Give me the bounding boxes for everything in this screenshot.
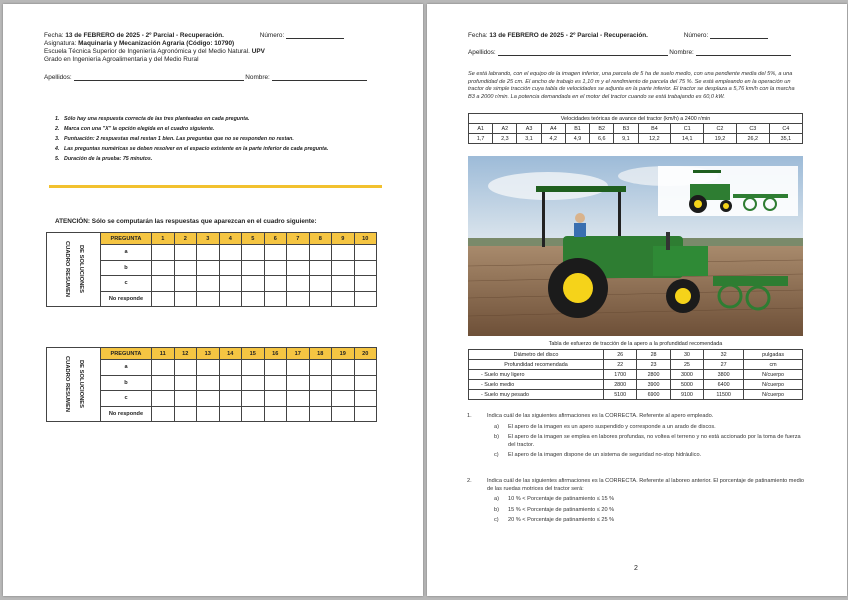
speed-table	[468, 113, 803, 144]
date-line	[44, 32, 344, 39]
answer-row-none: No responde	[47, 406, 377, 422]
table-side-label: CUADRO RESUMEN DE SOLUCIONES	[47, 233, 101, 307]
problem-statement: Se está labrando, con el equipo de la imagen inferior, una parcela de 5 ha de suelo medio, con una pendiente media del 5%, a una profundidad de 25 cm. El ancho de trabajo es 1,10 m y el rendimiento de parcela del 75 %. Se está empleando en la operación un tractor de simple tracción cuya tabla de velocidades se adjunta en la parte inferior. El tractor se desplaza a 5,76 km/h con la marcha B3 a 2000 r/min. La potencia demandada en el motor del tractor cuando se está trabajando es 60,0 kW.	[468, 71, 795, 100]
answer-row-c: c	[47, 276, 377, 292]
option-b: b) 15 % < Porcentaje de patinamiento ≤ 20 %	[494, 506, 615, 513]
subject-value: Maquinaria y Mecanización Agraria (Código: 10790)	[78, 40, 235, 47]
question-number: 11	[152, 348, 175, 360]
date-label: Fecha:	[44, 32, 64, 39]
answer-row-c: c	[47, 391, 377, 407]
number-field[interactable]	[286, 32, 344, 39]
school-line	[44, 48, 265, 55]
tractor-illustration	[468, 156, 803, 336]
table-row: Profundidad recomendada 22 23 25 27 cm	[469, 360, 803, 370]
question-number: 14	[219, 348, 242, 360]
yellow-divider	[49, 185, 382, 188]
surname-field[interactable]	[74, 74, 244, 81]
gear-row: A1 A2 A3 A4 B1 B2 B3 B4 C1 C2 C3 C4	[469, 124, 803, 134]
question-number: 15	[242, 348, 265, 360]
effort-table	[468, 349, 803, 400]
question-number: 19	[332, 348, 355, 360]
answer-row-a: a	[47, 245, 377, 261]
surname-label: Apellidos:	[44, 74, 72, 81]
date-value: 13 de FEBRERO de 2025 - 2º Parcial - Recuperación.	[65, 32, 224, 39]
surname-field[interactable]	[498, 49, 668, 56]
question-1: 1. Indica cuál de las siguientes afirmaciones es la CORRECTA. Referente al apero empleado. a) El apero de la imagen es un apero suspendido y corresponde a un arado de discos. b) El apero de la imagen se emplea en labores profundas, no voltea el terreno y no está accionado por la toma de fuerza del tractor. c) El apero de la imagen dispone de un sistema de seguridad no-stop hidráulico.	[467, 413, 805, 460]
exam-page-1	[3, 4, 423, 596]
instruction-item: 5. Duración de la prueba: 75 minutos.	[55, 156, 153, 162]
number-label: Número:	[259, 32, 285, 39]
name-field[interactable]	[272, 74, 367, 81]
subject-line	[44, 40, 234, 47]
subject-label: Asignatura:	[44, 40, 77, 47]
question-number: 16	[264, 348, 287, 360]
school-upv: UPV	[251, 48, 265, 55]
question-number: 12	[174, 348, 197, 360]
name-line	[44, 74, 367, 81]
table-row: - Suelo muy ligero 1700 2800 3000 3800 N/cuerpo	[469, 370, 803, 380]
answer-row-b: b	[47, 375, 377, 391]
date-line	[468, 32, 768, 39]
exam-page-2	[427, 4, 847, 596]
table-row: - Suelo medio 2800 3900 5000 6400 N/cuerpo	[469, 380, 803, 390]
instruction-item: 1. Sólo hay una respuesta correcta de las tres planteadas en cada pregunta.	[55, 116, 250, 122]
degree-line: Grado en Ingeniería Agroalimentaria y del Medio Rural	[44, 56, 199, 63]
date-value: 13 de FEBRERO de 2025 - 2º Parcial - Recuperación.	[489, 32, 648, 39]
pregunta-header: PREGUNTA	[101, 233, 152, 245]
date-label: Fecha:	[468, 32, 488, 39]
question-number: 17	[287, 348, 310, 360]
option-c: c) El apero de la imagen dispone de un sistema de seguridad no-stop hidráulico.	[494, 452, 702, 459]
number-field[interactable]	[710, 32, 768, 39]
question-number: 8	[309, 233, 332, 245]
instruction-item: 4. Las preguntas numéricas se deben resolver en el espacio existente en la parte inferior de cada pregunta.	[55, 146, 329, 152]
question-number: 5	[242, 233, 265, 245]
answer-row-a: a	[47, 360, 377, 376]
option-b: b) El apero de la imagen se emplea en labores profundas, no voltea el terreno y no está accionado por la toma de fuerza del tractor.	[494, 434, 801, 448]
speed-row: 1,7 2,3 3,1 4,2 4,9 6,6 9,1 12,2 14,1 19,2 26,2 35,1	[469, 134, 803, 144]
question-number: 9	[332, 233, 355, 245]
question-2: 2. Indica cuál de las siguientes afirmaciones es la CORRECTA. Referente al laboreo anterior. El porcentaje de patinamiento medio de las ruedas motrices del tractor será: a) 10 % < Porcentaje de patinamiento ≤ 15 % b) 15 % < Porcentaje de patinamiento ≤ 20 % c) 20 % < Porcentaje de patinamiento ≤ 25 %	[467, 478, 805, 524]
name-field[interactable]	[696, 49, 791, 56]
table-side-label: CUADRO RESUMEN DE SOLUCIONES	[47, 348, 101, 422]
answer-row-none: No responde	[47, 291, 377, 307]
name-label: Nombre:	[669, 49, 694, 56]
table-row: - Suelo muy pesado 5100 6900 9100 11500 N/cuerpo	[469, 390, 803, 400]
instruction-item: 3. Puntuación: 2 respuestas mal restan 1 bien. Las preguntas que no se responden no restan.	[55, 136, 294, 142]
name-line	[468, 49, 791, 56]
question-number: 18	[309, 348, 332, 360]
question-number: 1	[152, 233, 175, 245]
attention-note: ATENCIÓN: Sólo se computarán las respuestas que aparezcan en el cuadro siguiente:	[55, 218, 317, 225]
question-number: 3	[197, 233, 220, 245]
instruction-item: 2. Marca con una "X" la opción elegida en el cuadro siguiente.	[55, 126, 215, 132]
answer-table-1	[46, 232, 377, 307]
question-number: 6	[264, 233, 287, 245]
question-number: 10	[354, 233, 377, 245]
page-number: 2	[634, 565, 638, 572]
name-label: Nombre:	[245, 74, 270, 81]
question-number: 4	[219, 233, 242, 245]
question-number: 2	[174, 233, 197, 245]
instructions-list	[55, 116, 375, 166]
pregunta-header: PREGUNTA	[101, 348, 152, 360]
question-number: 13	[197, 348, 220, 360]
surname-label: Apellidos:	[468, 49, 496, 56]
option-c: c) 20 % < Porcentaje de patinamiento ≤ 25 %	[494, 517, 615, 524]
option-a: a) 10 % < Porcentaje de patinamiento ≤ 15 %	[494, 496, 615, 503]
tractor-photo	[468, 156, 803, 336]
answer-table-2	[46, 347, 377, 422]
question-number: 7	[287, 233, 310, 245]
option-a: a) El apero de la imagen es un apero suspendido y corresponde a un arado de discos.	[494, 423, 716, 430]
answer-row-b: b	[47, 260, 377, 276]
question-number: 20	[354, 348, 377, 360]
school-name: Escuela Técnica Superior de Ingeniería Agronómica y del Medio Natural.	[44, 48, 250, 55]
effort-table-title: Tabla de esfuerzo de tracción de la apero a la profundidad recomendada	[548, 341, 723, 347]
table-row: Diámetro del disco 26 28 30 32 pulgadas	[469, 350, 803, 360]
speed-table-title: Velocidades teóricas de avance del tractor (km/h) a 2400 r/min	[469, 114, 803, 124]
number-label: Número:	[683, 32, 709, 39]
